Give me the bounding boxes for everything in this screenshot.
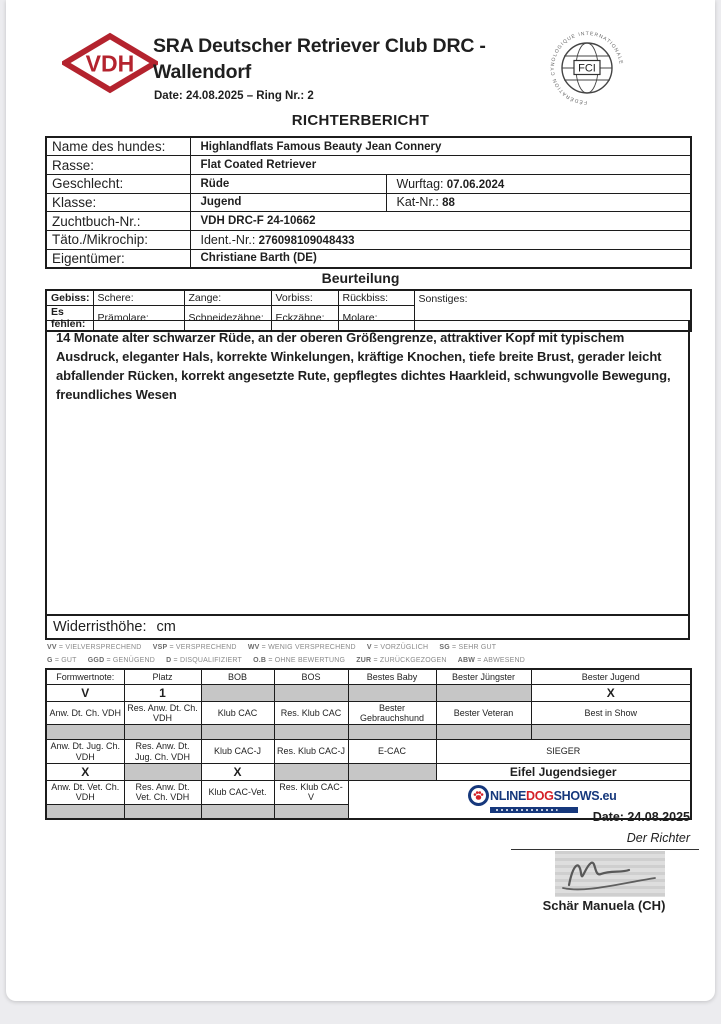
bester-gebrauchshund-header: Bester Gebrauchshund [348, 701, 436, 725]
results-values-1 [46, 684, 691, 701]
res-anw-dt-vet-ch-value [124, 804, 201, 819]
gebiss-label: Gebiss: [46, 290, 93, 306]
chip-cell [190, 230, 691, 249]
schere-label: Schere: [93, 290, 184, 306]
beurteilung-title: Beurteilung [321, 270, 400, 286]
cat-value: 88 [442, 197, 455, 210]
owner-label: Eigentümer: [46, 249, 190, 268]
legend-text: = DISQUALIFIZIERT [173, 657, 242, 664]
fci-ring-text: FÉDÉRATION CYNOLOGIQUE INTERNATIONALE [549, 30, 624, 106]
klub-cac-j-header: Klub CAC-J [201, 740, 274, 764]
vdh-diamond-icon [62, 31, 158, 95]
sex-value: Rüde [190, 174, 386, 193]
anw-dt-ch-header: Anw. Dt. Ch. VDH [46, 701, 124, 725]
praemolare-label: Prämolare: [93, 306, 184, 332]
sonstiges-label: Sonstiges: [414, 290, 691, 331]
fci-logo-text: FCI [578, 62, 596, 75]
zange-label: Zange: [184, 290, 271, 306]
legend-text: = SEHR GUT [452, 644, 497, 651]
judge-report-text: 14 Monate alter schwarzer Rüde, an der oberen Größengrenze, attraktiver Kopf mit typischem Ausdruck, eleganter Hals, korrekte Winkelungen, kräftige Knochen, tiefe breite Brust, gerader leicht abfallender Rücken, korrekt angesetzte Rute, gepflegtes dichtes Haarkleid, schwungvolle Bewegung, freundliches Wesen [56, 330, 671, 403]
dog-name-label: Name des hundes: [46, 137, 190, 156]
legend-text: = WENIG VERSPRECHEND [261, 644, 356, 651]
fci-logo [547, 28, 627, 108]
judge-name: Schär Manuela (CH) [542, 898, 666, 913]
signature-scrawl-icon [555, 851, 665, 897]
res-anw-dt-jug-ch-value [124, 763, 201, 780]
bob-value [201, 684, 274, 701]
class-value: Jugend [190, 193, 386, 212]
row-owner [46, 249, 691, 268]
legend-text: = VERSPRECHEND [169, 644, 237, 651]
es-fehlen-label: Es fehlen: [46, 306, 93, 332]
row-studbook [46, 212, 691, 231]
res-anw-dt-vet-ch-header: Res. Anw. Dt. Vet. Ch. VDH [124, 780, 201, 804]
res-anw-dt-ch-value [124, 725, 201, 740]
legend-abbr: V [366, 644, 372, 651]
klub-cac-header: Klub CAC [201, 701, 274, 725]
birth-label: Wurftag: [396, 176, 444, 191]
bester-jugend-header: Bester Jugend [531, 669, 691, 684]
klub-cac-value [201, 725, 274, 740]
bester-veteran-header: Bester Veteran [436, 701, 531, 725]
legend-abbr: G [47, 657, 53, 664]
cat-label: Kat-Nr.: [396, 195, 439, 210]
dog-name-value: Highlandflats Famous Beauty Jean Connery [190, 137, 691, 156]
legend-line-2 [47, 657, 692, 664]
e-cac-value [348, 763, 436, 780]
withers-unit: cm [156, 619, 176, 635]
row-breed [46, 156, 691, 175]
judge-report-box [45, 320, 690, 616]
results-header-3 [46, 740, 691, 764]
logo-nline: NLINE [490, 788, 527, 803]
teeth-row-1 [46, 290, 691, 306]
bestes-baby-value [348, 684, 436, 701]
legend-abbr: SG [439, 644, 450, 651]
bester-veteran-value [436, 725, 531, 740]
grade-legend [47, 644, 692, 664]
res-klub-cac-header: Res. Klub CAC [274, 701, 348, 725]
sex-label: Geschlecht: [46, 174, 190, 193]
legend-abbr: ZUR [356, 657, 372, 664]
breed-label: Rasse: [46, 156, 190, 175]
logo-dog: DOG [526, 788, 554, 803]
der-richter-label: Der Richter [626, 831, 690, 845]
onlinedogshows-logo [468, 785, 617, 815]
paw-circle-icon [468, 785, 489, 806]
logo-eu: .eu [599, 788, 617, 803]
results-values-2 [46, 725, 691, 740]
klub-cac-vet-header: Klub CAC-Vet. [201, 780, 274, 804]
paw-icon [472, 789, 485, 802]
platz-value: 1 [124, 684, 201, 701]
legend-abbr: GGD [87, 657, 105, 664]
bester-juengster-header: Bester Jüngster [436, 669, 531, 684]
vdh-logo [62, 31, 158, 95]
res-klub-cac-value [274, 725, 348, 740]
legend-text: = OHNE BEWERTUNG [268, 657, 346, 664]
signature-image [555, 851, 665, 897]
birth-value: 07.06.2024 [446, 178, 505, 191]
cat-cell [386, 193, 691, 212]
row-name [46, 137, 691, 156]
dog-info-table [45, 136, 692, 269]
klub-cac-vet-value [201, 804, 274, 819]
studbook-label: Zuchtbuch-Nr.: [46, 212, 190, 231]
chip-prefix: Ident.-Nr.: [200, 232, 256, 247]
birth-cell [386, 174, 691, 193]
results-header-2 [46, 701, 691, 725]
legend-abbr: VV [47, 644, 57, 651]
legend-text: = ABWESEND [477, 657, 525, 664]
legend-text: = VIELVERSPRECHEND [58, 644, 142, 651]
legend-abbr: VSP [152, 644, 168, 651]
row-sex [46, 174, 691, 193]
row-class [46, 193, 691, 212]
logo-shows: SHOWS [553, 788, 600, 803]
res-klub-cac-v-value [274, 804, 348, 819]
bos-header: BOS [274, 669, 348, 684]
best-in-show-header: Best in Show [531, 701, 691, 725]
res-anw-dt-ch-header: Res. Anw. Dt. Ch. VDH [124, 701, 201, 725]
legend-abbr: O.B [253, 657, 267, 664]
legend-text: = ZURÜCKGEZOGEN [373, 657, 447, 664]
logo-tagline-bar [490, 807, 578, 813]
bob-header: BOB [201, 669, 274, 684]
res-klub-cac-j-header: Res. Klub CAC-J [274, 740, 348, 764]
legend-text: = VORZÜGLICH [373, 644, 429, 651]
vdh-logo-text: VDH [85, 50, 135, 77]
onlinedogshows-wordmark [490, 789, 617, 803]
rueckbiss-label: Rückbiss: [338, 290, 414, 306]
anw-dt-jug-ch-value: X [46, 763, 124, 780]
owner-value: Christiane Barth (DE) [190, 249, 691, 268]
richterbericht-document [6, 0, 715, 1001]
res-anw-dt-jug-ch-header: Res. Anw. Dt. Jug. Ch. VDH [124, 740, 201, 764]
report-title: RICHTERBERICHT [291, 112, 430, 129]
platz-header: Platz [124, 669, 201, 684]
eckzaehne-label: Eckzähne: [271, 306, 338, 332]
chip-label: Täto./Mikrochip: [46, 230, 190, 249]
res-klub-cac-v-header: Res. Klub CAC-V [274, 780, 348, 804]
results-values-3 [46, 763, 691, 780]
schneidezaehne-label: Schneidezähne: [184, 306, 271, 332]
klub-cac-j-value: X [201, 763, 274, 780]
club-title: SRA Deutscher Retriever Club DRC - Wallendorf [153, 35, 486, 83]
breed-value: Flat Coated Retriever [190, 156, 691, 175]
footer-date: Date: 24.08.2025 [592, 810, 690, 824]
withers-box [45, 615, 690, 640]
legend-abbr: WV [247, 644, 260, 651]
legend-line-1 [47, 644, 692, 651]
studbook-value: VDH DRC-F 24-10662 [190, 212, 691, 231]
sieger-header: SIEGER [436, 740, 691, 764]
anw-dt-jug-ch-header: Anw. Dt. Jug. Ch. VDH [46, 740, 124, 764]
bester-jugend-value: X [531, 684, 691, 701]
fci-globe-icon [547, 28, 627, 108]
chip-value: 276098109048433 [258, 234, 355, 247]
signature-line [511, 849, 699, 850]
anw-dt-ch-value [46, 725, 124, 740]
legend-abbr: D [166, 657, 172, 664]
bester-gebrauchshund-value [348, 725, 436, 740]
e-cac-header: E-CAC [348, 740, 436, 764]
best-in-show-value [531, 725, 691, 740]
res-klub-cac-j-value [274, 763, 348, 780]
results-header-1 [46, 669, 691, 684]
formwertnote-header: Formwertnote: [46, 669, 124, 684]
legend-text: = GUT [54, 657, 77, 664]
molare-label: Molare: [338, 306, 414, 332]
bos-value [274, 684, 348, 701]
row-chip [46, 230, 691, 249]
bester-juengster-value [436, 684, 531, 701]
withers-label: Widerristhöhe: [53, 619, 147, 635]
anw-dt-vet-ch-value [46, 804, 124, 819]
sieger-value: Eifel Jugendsieger [436, 763, 691, 780]
legend-text: = GENÜGEND [106, 657, 155, 664]
legend-abbr: ABW [457, 657, 476, 664]
anw-dt-vet-ch-header: Anw. Dt. Vet. Ch. VDH [46, 780, 124, 804]
event-date-ring: Date: 24.08.2025 – Ring Nr.: 2 [154, 90, 314, 102]
formwertnote-value: V [46, 684, 124, 701]
vorbiss-label: Vorbiss: [271, 290, 338, 306]
class-label: Klasse: [46, 193, 190, 212]
bestes-baby-header: Bestes Baby [348, 669, 436, 684]
